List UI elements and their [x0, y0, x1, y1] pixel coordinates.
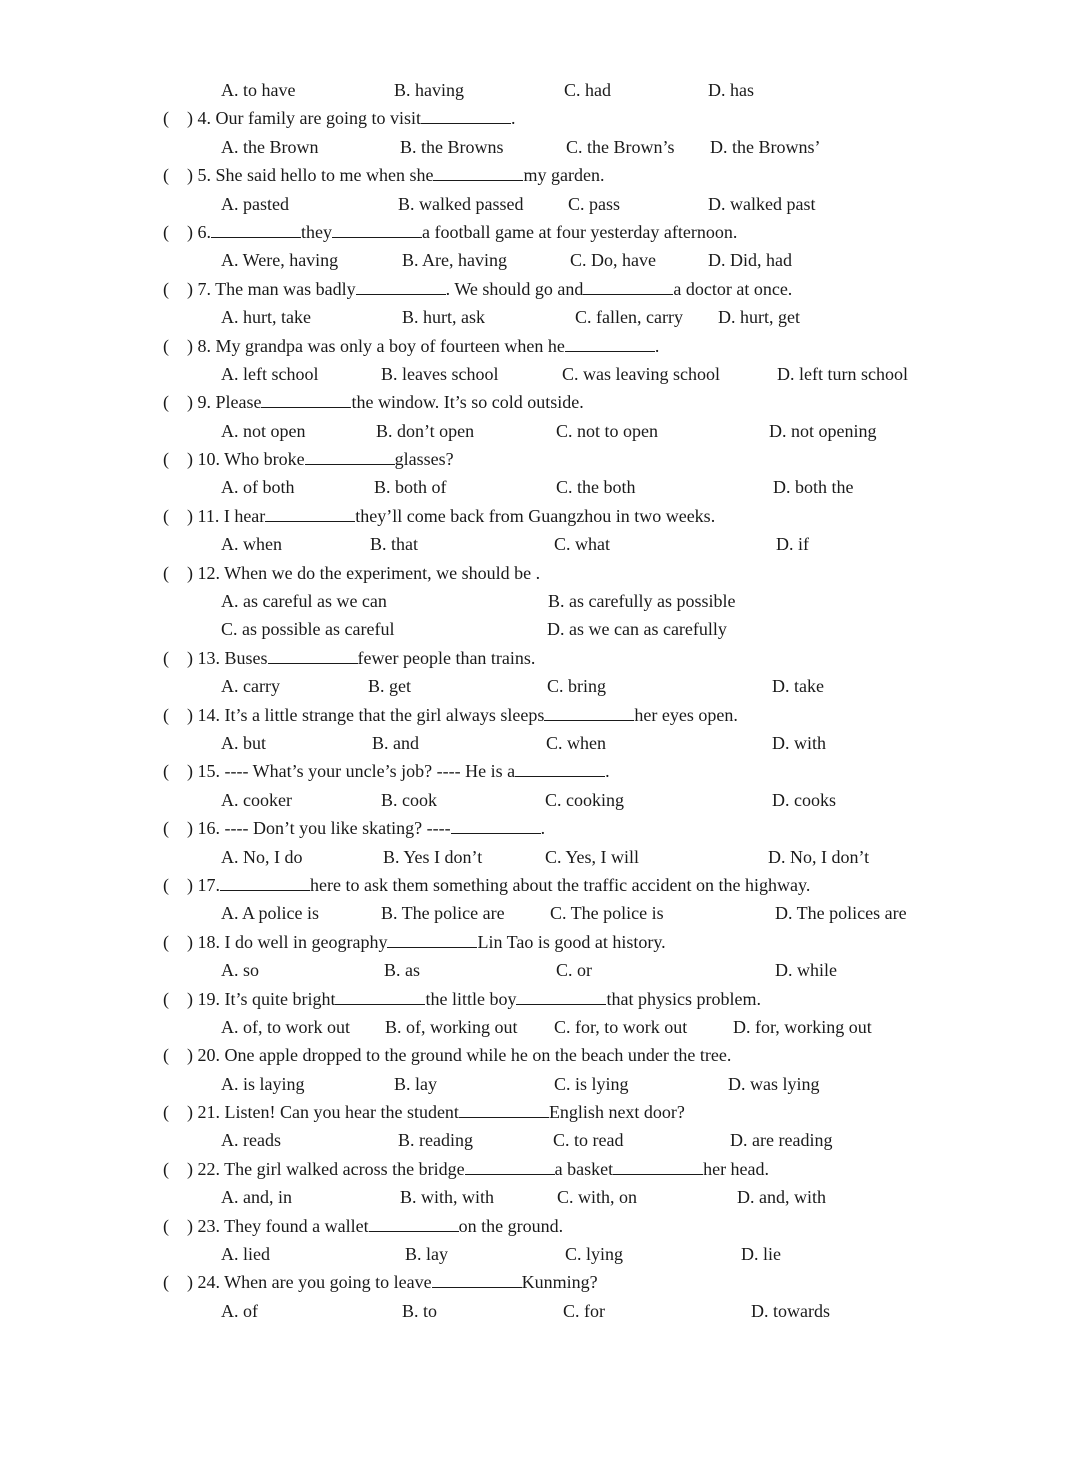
question-text-after: a football game at four yesterday afternoon. — [422, 221, 738, 242]
option-a[interactable]: A. No, I do — [221, 846, 303, 867]
option-c[interactable]: C. is lying — [554, 1073, 629, 1094]
option-a[interactable]: A. pasted — [221, 193, 289, 214]
question-stem — [163, 332, 659, 360]
option-c[interactable]: C. cooking — [545, 789, 624, 810]
question-stem — [163, 928, 666, 956]
question-stem — [163, 445, 454, 473]
question-text-mid: . We should go and — [445, 278, 584, 299]
option-d[interactable]: D. walked past — [708, 193, 816, 214]
options-line — [0, 1126, 1080, 1154]
answer-bracket[interactable]: ( — [163, 221, 169, 242]
option-a[interactable]: A. but — [221, 732, 266, 753]
option-a[interactable]: A. and, in — [221, 1187, 292, 1208]
question-line — [0, 757, 1080, 785]
answer-blank[interactable] — [515, 760, 605, 777]
answer-blank[interactable] — [356, 278, 446, 295]
question-line — [0, 218, 1080, 246]
option-c[interactable]: C. to read — [553, 1130, 624, 1151]
option-a[interactable]: A. of both — [221, 477, 295, 498]
question-line — [0, 559, 1080, 587]
question-stem — [163, 161, 604, 189]
answer-bracket[interactable]: ( — [163, 988, 169, 1009]
option-d[interactable]: D. not opening — [769, 420, 877, 441]
answer-bracket[interactable]: ( — [163, 505, 169, 526]
question-text: ) 14. It’s a little strange that the girl always sleeps — [187, 704, 545, 725]
question-stem — [163, 1098, 685, 1126]
options-line — [0, 76, 1080, 104]
question-text-after: English next door? — [548, 1102, 685, 1123]
question-text: ) 22. The girl walked across the bridge — [187, 1158, 465, 1179]
question-stem — [163, 1212, 563, 1240]
option-a[interactable]: A. carry — [221, 676, 280, 697]
question-line — [0, 445, 1080, 473]
question-line — [0, 1212, 1080, 1240]
option-c[interactable]: C. for — [563, 1300, 605, 1321]
question-text-after: the window. It’s so cold outside. — [351, 392, 584, 413]
option-b[interactable]: B. don’t open — [376, 420, 475, 441]
answer-blank[interactable] — [211, 221, 301, 238]
question-line — [0, 104, 1080, 132]
question-line — [0, 1155, 1080, 1183]
option-c[interactable]: C. had — [564, 80, 611, 100]
question-stem — [163, 559, 540, 587]
question-text: ) 16. ---- Don’t you like skating? ---- — [187, 818, 451, 839]
options-line — [0, 587, 1080, 615]
option-c[interactable]: C. Yes, I will — [545, 846, 640, 867]
question-line — [0, 985, 1080, 1013]
option-b[interactable]: B. both of — [374, 477, 447, 498]
option-a[interactable]: A. is laying — [221, 1073, 305, 1094]
answer-bracket[interactable]: ( — [163, 761, 169, 782]
answer-bracket[interactable]: ( — [163, 449, 169, 470]
option-c[interactable]: C. bring — [547, 676, 607, 697]
question-text: ) 18. I do well in geography — [187, 931, 388, 952]
question-text: ) 21. Listen! Can you hear the student — [187, 1102, 459, 1123]
option-d[interactable]: D. and, with — [737, 1187, 826, 1208]
option-c[interactable]: C. pass — [568, 193, 621, 214]
option-a[interactable]: A. lied — [221, 1244, 270, 1265]
options-line — [0, 1240, 1080, 1268]
question-line — [0, 275, 1080, 303]
question-stem — [163, 502, 715, 530]
option-a[interactable]: A. so — [221, 960, 260, 981]
answer-blank[interactable] — [583, 278, 673, 295]
question-text: ) 24. When are you going to leave — [187, 1272, 432, 1293]
answer-blank[interactable] — [465, 1158, 555, 1175]
question-text-after: they’ll come back from Guangzhou in two weeks. — [355, 505, 716, 526]
answer-blank[interactable] — [613, 1158, 703, 1175]
option-b[interactable]: B. The police are — [381, 903, 505, 924]
option-a[interactable]: A. Were, having — [221, 250, 339, 271]
answer-blank[interactable] — [544, 704, 634, 721]
question-text: ) 5. She said hello to me when she — [187, 165, 434, 186]
question-text-after: that physics problem. — [606, 988, 761, 1009]
options-line — [0, 1070, 1080, 1098]
option-d[interactable]: D. the Browns’ — [710, 136, 821, 157]
option-c[interactable]: C. was leaving school — [562, 363, 720, 384]
question-text-after: a doctor at once. — [673, 278, 793, 299]
option-a[interactable]: A. the Brown — [221, 136, 319, 157]
option-d[interactable]: D. if — [776, 534, 809, 555]
question-stem — [163, 388, 584, 416]
option-d[interactable]: D. was lying — [728, 1073, 820, 1094]
option-c[interactable]: C. lying — [565, 1244, 624, 1265]
options-line — [0, 843, 1080, 871]
question-stem — [163, 644, 535, 672]
question-stem — [163, 1041, 731, 1069]
question-text-after: my garden. — [523, 165, 605, 186]
answer-bracket[interactable]: ( — [163, 931, 169, 952]
question-line — [0, 1098, 1080, 1126]
option-a[interactable]: A. A police is — [221, 903, 319, 924]
question-text-after: on the ground. — [458, 1215, 564, 1236]
question-stem — [163, 701, 738, 729]
answer-bracket[interactable]: ( — [163, 818, 169, 839]
option-a[interactable]: A. when — [221, 534, 282, 555]
options-line — [0, 1297, 1080, 1325]
question-text: ) 4. Our family are going to visit — [187, 108, 421, 129]
option-b[interactable]: B. get — [368, 676, 411, 697]
question-stem — [163, 1155, 769, 1183]
question-line — [0, 1041, 1080, 1069]
option-c[interactable]: C. not to open — [556, 420, 658, 441]
question-text-mid: the little boy — [425, 988, 517, 1009]
options-line — [0, 786, 1080, 814]
option-d[interactable]: D. lie — [741, 1244, 781, 1265]
option-c[interactable]: C. what — [554, 534, 610, 555]
answer-bracket[interactable]: ( — [163, 335, 169, 356]
option-d[interactable]: D. with — [772, 732, 826, 753]
question-text-after: . — [605, 761, 610, 782]
options-line — [0, 417, 1080, 445]
option-a[interactable]: A. cooker — [221, 789, 292, 810]
option-c[interactable]: C. Do, have — [570, 250, 656, 271]
option-d[interactable]: D. No, I don’t — [768, 846, 870, 867]
option-b[interactable]: B. Yes I don’t — [383, 846, 483, 867]
option-a[interactable]: A. not open — [221, 420, 306, 441]
option-d[interactable]: D. while — [775, 960, 837, 981]
option-c[interactable]: C. for, to work out — [554, 1016, 688, 1037]
question-text: ) 8. My grandpa was only a boy of fourteen when he — [187, 335, 565, 356]
question-text-after: Lin Tao is good at history. — [477, 931, 666, 952]
answer-bracket[interactable]: ( — [163, 704, 169, 725]
question-text-mid: they — [301, 221, 332, 242]
option-b[interactable]: B. the Browns — [400, 136, 504, 157]
question-stem — [163, 104, 515, 132]
answer-bracket[interactable]: ( — [163, 647, 169, 668]
answer-bracket[interactable]: ( — [163, 874, 169, 895]
option-c[interactable]: C. when — [546, 732, 606, 753]
options-line — [0, 303, 1080, 331]
options-line — [0, 1183, 1080, 1211]
answer-blank[interactable] — [387, 931, 477, 948]
answer-bracket[interactable]: ( — [163, 1045, 169, 1066]
answer-blank[interactable] — [332, 221, 422, 238]
question-text: ) 10. Who broke — [187, 449, 305, 470]
question-stem — [163, 871, 810, 899]
question-text: ) 17. — [187, 874, 220, 895]
question-text: ) 13. Buses — [187, 647, 268, 668]
question-line — [0, 502, 1080, 530]
answer-blank[interactable] — [268, 647, 358, 664]
options-line — [0, 530, 1080, 558]
question-text: ) 23. They found a wallet — [187, 1215, 369, 1236]
options-line — [0, 473, 1080, 501]
option-b[interactable]: B. as carefully as possible — [548, 591, 736, 612]
answer-blank[interactable] — [516, 988, 606, 1005]
answer-bracket[interactable]: ( — [163, 562, 169, 583]
option-c[interactable]: C. fallen, carry — [575, 307, 683, 328]
option-d[interactable]: D. both the — [773, 477, 854, 498]
question-text: ) 12. When we do the experiment, we should be . — [187, 562, 541, 583]
answer-bracket[interactable]: ( — [163, 278, 169, 299]
question-stem — [163, 814, 545, 842]
option-c[interactable]: C. or — [556, 960, 592, 981]
question-text-after: glasses? — [394, 449, 454, 470]
options-line — [0, 360, 1080, 388]
option-b[interactable]: B. lay — [394, 1073, 437, 1094]
option-b[interactable]: B. as — [384, 960, 420, 981]
answer-blank[interactable] — [261, 391, 351, 408]
answer-blank[interactable] — [459, 1101, 549, 1118]
question-line — [0, 332, 1080, 360]
option-d[interactable]: D. cooks — [772, 789, 836, 810]
question-text-after: Kunming? — [521, 1272, 598, 1293]
answer-bracket[interactable]: ( — [163, 1102, 169, 1123]
option-a[interactable]: A. reads — [221, 1130, 281, 1151]
question-text-mid: a basket — [554, 1158, 614, 1179]
option-d[interactable]: D. The polices are — [775, 903, 907, 924]
option-d[interactable]: D. towards — [751, 1300, 830, 1321]
question-text: ) 9. Please — [187, 392, 262, 413]
option-d[interactable]: D. as we can as carefully — [547, 619, 727, 640]
question-text: ) 15. ---- What’s your uncle’s job? ---- He is a — [187, 761, 516, 782]
option-b[interactable]: B. Are, having — [402, 250, 507, 271]
option-c[interactable]: C. the both — [556, 477, 636, 498]
question-text: ) 11. I hear — [187, 505, 266, 526]
option-b[interactable]: B. hurt, ask — [402, 307, 485, 328]
question-text-after: her head. — [703, 1158, 770, 1179]
option-d[interactable]: D. left turn school — [777, 363, 908, 384]
answer-bracket[interactable]: ( — [163, 108, 169, 129]
option-d[interactable]: D. take — [772, 676, 824, 697]
question-text-after: her eyes open. — [634, 704, 738, 725]
answer-blank[interactable] — [432, 1271, 522, 1288]
option-c[interactable]: C. with, on — [557, 1187, 638, 1208]
question-text-after: . — [654, 335, 660, 356]
option-d[interactable]: D. has — [708, 80, 754, 100]
option-a[interactable]: A. left school — [221, 363, 319, 384]
options-line — [0, 615, 1080, 643]
question-stem — [163, 757, 610, 785]
answer-blank[interactable] — [305, 448, 395, 465]
options-line — [0, 899, 1080, 927]
worksheet — [0, 76, 1080, 1325]
option-d[interactable]: D. are reading — [730, 1130, 833, 1151]
question-text: ) 20. One apple dropped to the ground while he on the beach under the tree. — [187, 1045, 732, 1066]
question-text-after: here to ask them something about the traffic accident on the highway. — [310, 874, 811, 895]
question-stem — [163, 1268, 598, 1296]
question-text: ) 6. — [187, 221, 211, 242]
option-a[interactable]: A. of — [221, 1300, 258, 1321]
question-text: ) 7. The man was badly — [187, 278, 356, 299]
answer-blank[interactable] — [565, 335, 655, 352]
answer-bracket[interactable]: ( — [163, 392, 169, 413]
question-line — [0, 928, 1080, 956]
question-line — [0, 1268, 1080, 1296]
answer-bracket[interactable]: ( — [163, 1272, 169, 1293]
option-d[interactable]: D. for, working out — [733, 1016, 872, 1037]
option-b[interactable]: B. walked passed — [398, 193, 524, 214]
option-c[interactable]: C. the Brown’s — [566, 136, 675, 157]
question-line — [0, 814, 1080, 842]
option-b[interactable]: B. cook — [381, 789, 437, 810]
question-line — [0, 161, 1080, 189]
question-text-after: . — [540, 818, 546, 839]
option-b[interactable]: B. having — [394, 80, 464, 100]
answer-blank[interactable] — [220, 874, 310, 891]
question-stem — [163, 275, 792, 303]
option-d[interactable]: D. hurt, get — [718, 307, 800, 328]
answer-blank[interactable] — [265, 505, 355, 522]
options-line — [0, 190, 1080, 218]
option-b[interactable]: B. that — [370, 534, 418, 555]
options-line — [0, 729, 1080, 757]
options-line — [0, 133, 1080, 161]
option-a[interactable]: A. as careful as we can — [221, 591, 387, 612]
question-stem — [163, 218, 737, 246]
option-d[interactable]: D. Did, had — [708, 250, 792, 271]
answer-blank[interactable] — [433, 164, 523, 181]
option-a[interactable]: A. to have — [221, 80, 296, 100]
answer-blank[interactable] — [451, 817, 541, 834]
answer-bracket[interactable]: ( — [163, 165, 169, 186]
answer-bracket[interactable]: ( — [163, 1215, 169, 1236]
answer-blank[interactable] — [369, 1215, 459, 1232]
question-line — [0, 388, 1080, 416]
option-b[interactable]: B. reading — [398, 1130, 473, 1151]
option-a[interactable]: A. hurt, take — [221, 307, 311, 328]
option-c[interactable]: C. as possible as careful — [221, 619, 395, 640]
option-b[interactable]: B. of, working out — [385, 1016, 518, 1037]
option-b[interactable]: B. leaves school — [381, 363, 499, 384]
question-text-after: . — [510, 108, 516, 129]
answer-blank[interactable] — [421, 107, 511, 124]
question-line — [0, 701, 1080, 729]
option-c[interactable]: C. The police is — [550, 903, 664, 924]
option-b[interactable]: B. and — [372, 732, 419, 753]
answer-blank[interactable] — [335, 988, 425, 1005]
options-line — [0, 1013, 1080, 1041]
options-line — [0, 956, 1080, 984]
question-line — [0, 871, 1080, 899]
question-text-after: fewer people than trains. — [357, 647, 536, 668]
options-line — [0, 672, 1080, 700]
question-text: ) 19. It’s quite bright — [187, 988, 336, 1009]
question-line — [0, 644, 1080, 672]
answer-bracket[interactable]: ( — [163, 1158, 169, 1179]
option-b[interactable]: B. to — [402, 1300, 438, 1321]
question-stem — [163, 985, 761, 1013]
option-a[interactable]: A. of, to work out — [221, 1016, 350, 1037]
option-b[interactable]: B. lay — [405, 1244, 448, 1265]
options-line — [0, 246, 1080, 274]
option-b[interactable]: B. with, with — [400, 1187, 495, 1208]
